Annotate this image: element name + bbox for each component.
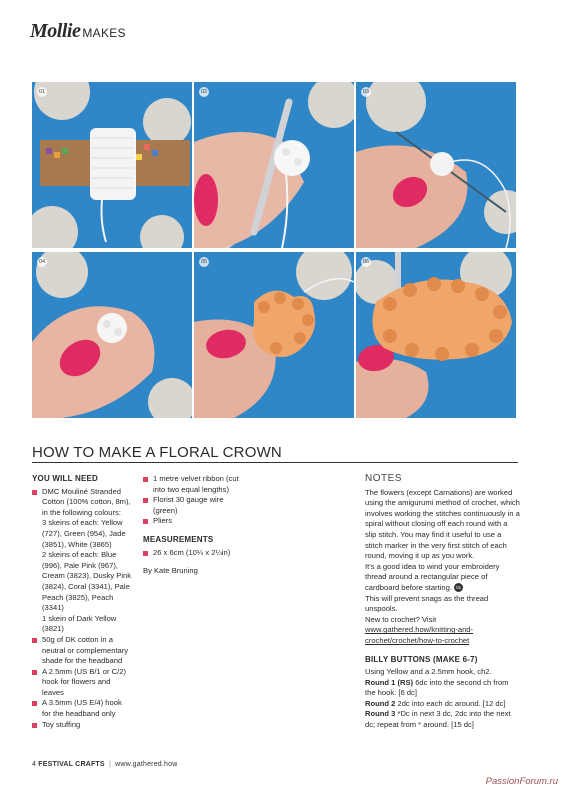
page-number: 4 [32,761,37,768]
list-item: Florist 30 gauge wire (green) [143,495,243,516]
list-item: Toy stuffing [32,720,132,731]
step-number-badge: 02 [200,89,208,95]
photo-03-image [356,82,516,248]
photo-05-image [194,252,354,418]
list-item: 26 x 6cm (10¼ x 2¼in) [143,548,243,559]
step-reference-badge: 01 [456,585,462,591]
step-number-badge: 01 [38,89,46,95]
step-photo-06 [356,252,516,418]
photo-02-image [194,82,354,248]
notes-paragraph: New to crochet? Visit www.gathered.how/knitting-and-crochet/crochet/how-to-crochet [365,614,474,645]
materials-list-continued [143,474,243,527]
notes-paragraph: This will prevent snags as the thread unspools. [365,593,489,614]
notes-paragraph: The flowers (except Carnations) are worked using the amigurumi method of crochet, which involves working the stitches continuously in a spiral without closing off each round with a slip stitch. You may find it useful to use a stitch marker in the very first stitch of each round, moving it up as you work. [365,487,520,561]
step-photo-03 [356,82,516,248]
colour-line: 1 skein of Dark Yellow (3821) [42,613,117,634]
crochet-guide-link[interactable]: www.gathered.how/knitting-and-crochet/crochet/how-to-crochet [365,625,474,645]
billy-buttons-intro: Using Yellow and a 2.5mm hook, ch2. [365,667,492,677]
list-item: Pliers [143,516,243,527]
pattern-round: Round 3 *Dc in next 3 dc, 2dc into the next dc; repeat from * around. [15 dc] [365,709,511,730]
masthead [30,20,126,44]
magazine-name: FESTIVAL CRAFTS [38,761,105,768]
notes-title: NOTES [365,473,402,484]
billy-buttons-heading: BILLY BUTTONS (MAKE 6-7) [365,654,478,664]
photo-04-image [32,252,192,418]
footer-separator: | [108,761,111,768]
title-divider [32,462,518,463]
colour-line: 3 skeins of each: Yellow (727), Green (954), Jade (3851), White (3865) [42,518,126,549]
step-photo-grid [32,82,536,420]
watermark: PassionForum.ru [485,776,558,787]
step-photo-02 [194,82,354,248]
step-photo-04 [32,252,192,418]
pattern-round: Round 2 2dc into each dc around. [12 dc] [365,698,506,708]
you-will-need-column [32,474,132,730]
section-label: MAKES [82,26,126,40]
materials-list [32,487,132,731]
pattern-round: Round 1 (RS) 6dc into the second ch from the hook. [6 dc] [365,677,509,698]
you-will-need-heading: YOU WILL NEED [32,474,99,483]
footer-url[interactable]: www.gathered.how [115,761,178,768]
list-item: A 2.5mm (US B/1 or C/2) hook for flowers and leaves [32,667,132,699]
colour-line: 2 skeins of each: Blue (996), Pale Pink (967), Cream (3823), Dusky Pink (3824), Coral (3341), Pale Peach (3825), Peach (3341) [42,550,132,613]
step-number-badge: 06 [362,259,370,265]
step-photo-01 [32,82,192,248]
list-item: 50g of DK cotton in a neutral or complementary shade for the headband [32,635,132,667]
list-item: A 3.5mm (US E/4) hook for the headband only [32,698,132,719]
byline: By Kate Bruning [143,566,198,576]
measurements-list [143,548,243,559]
article-title: HOW TO MAKE A FLORAL CROWN [32,444,282,461]
page-footer [32,761,177,768]
step-number-badge: 03 [362,89,370,95]
step-number-badge: 05 [200,259,208,265]
photo-01-image [32,82,192,248]
materials-column-2 [143,474,243,577]
list-item: DMC Mouliné Stranded Cotton (100% cotton, 8m), in the following colours: 3 skeins of each: Yellow (727), Green (954), Jade (3851), White (3865) 2 skeins of each: Blue (996), Pale Pink (967), Cream (3823), Dusky Pink (3824), Coral (3341), Pale Peach (3825), Peach (3341) 1 skein of Dark Yellow (3821) [32,487,132,635]
brand-logo: Mollie [30,20,81,42]
step-photo-05 [194,252,354,418]
notes-column [365,474,520,731]
step-number-badge: 04 [38,259,46,265]
list-item: 1 metre velvet ribbon (cut into two equal lengths) [143,474,243,495]
measurements-heading: MEASUREMENTS [143,534,214,544]
notes-paragraph: It's a good idea to wind your embroidery thread around a rectangular piece of cardboard before starting. 01 [365,561,500,592]
photo-06-image [356,252,516,418]
